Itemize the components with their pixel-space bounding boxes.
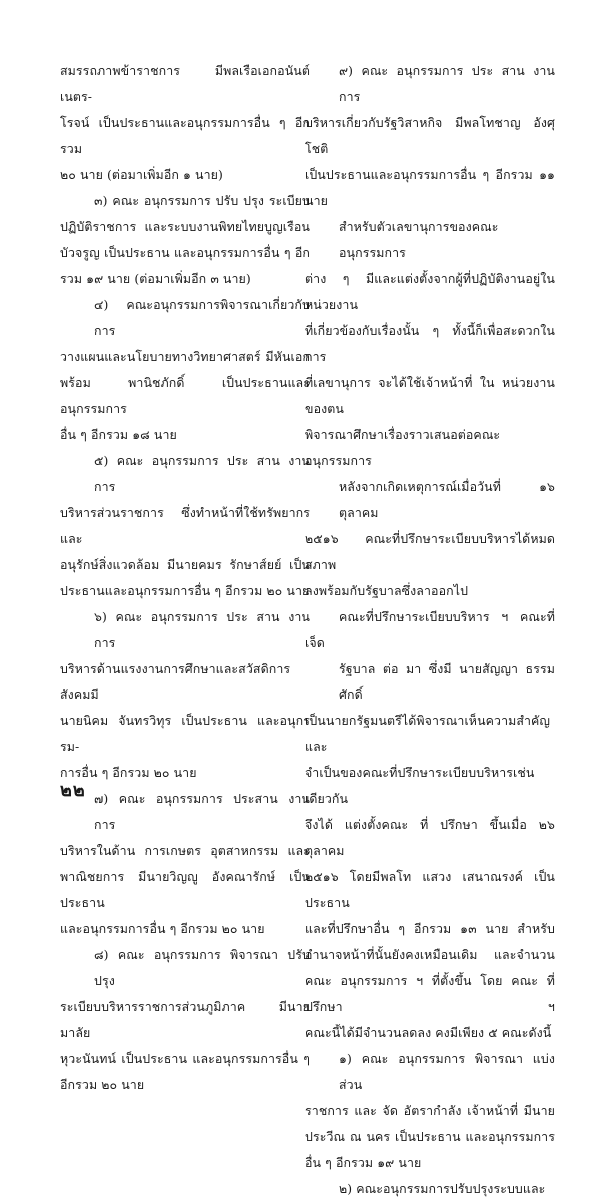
text-line: อีกรวม ๒๐ นาย	[60, 1077, 145, 1092]
text-line: พิจารณาศึกษาเรื่องราวเสนอต่อคณะอนุกรรมการ	[305, 427, 501, 468]
text-line: และที่ปรึกษาอื่น ๆ อีกรวม ๑๓ นาย สำหรับ	[305, 921, 555, 936]
text-line: ๙) คณะ อนุกรรมการ ประ สาน งาน การ	[339, 63, 555, 104]
text-line: ๓) คณะ อนุกรรมการ ปรับ ปรุง ระเบียบ	[94, 193, 310, 208]
text-line: นายนิคม จันทรวิทุร เป็นประธาน และอนุกรรม-	[60, 713, 310, 754]
text-line: ประวีณ ณ นคร เป็นประธาน และอนุกรรมการ	[305, 1129, 555, 1144]
text-line: ลงพร้อมกับรัฐบาลซึ่งลาออกไป	[305, 583, 469, 598]
text-line: ๑) คณะ อนุกรรมการ พิจารณา แบ่งส่วน	[339, 1051, 555, 1092]
text-line: ๒) คณะอนุกรรมการปรับปรุงระบบและ	[339, 1181, 546, 1196]
text-line: ระเบียบบริหารราชการส่วนภูมิภาค มีนายมาลัย	[60, 999, 310, 1040]
text-line: อื่น ๆ อีกรวม ๑๙ นาย	[305, 1155, 422, 1170]
text-line: ประธานและอนุกรรมการอื่น ๆ อีกรวม ๒๐ นาย	[60, 583, 310, 598]
text-line: ๔) คณะอนุกรรมการพิจารณาเกี่ยวกับการ	[94, 297, 310, 338]
text-line: อนุรักษ์สิ่งแวดล้อม มีนายคมร รักษาส์ยย์ เป็น	[60, 557, 310, 572]
text-line: หลังจากเกิดเหตุการณ์เมื่อวันที่ ๑๖ ตุลาคม	[339, 479, 555, 520]
right-text-column	[305, 58, 555, 1202]
text-line: อำนาจหน้าที่นั้นยังคงเหมือนเดิม และจำนวน	[305, 947, 555, 962]
text-line: พร้อม พานิชภักดิ์ เป็นประธานและอนุกรรมการ	[60, 375, 310, 416]
page-number: ๒๒	[60, 780, 86, 801]
text-line: พาณิชยการ มีนายวิญญู อังคณารักษ์ เป็นประธาน	[60, 869, 310, 910]
text-line: จำเป็นของคณะที่ปรึกษาระเบียบบริหารเช่นเดียวกัน	[305, 765, 535, 806]
text-line: ๒๕๑๖ โดยมีพลโท แสวง เสนาณรงค์ เป็นประธาน	[305, 869, 555, 910]
text-line: ๒๕๑๖ คณะที่ปรึกษาระเบียบบริหารได้หมดสภาพ	[305, 531, 555, 572]
text-line: ปฏิบัติราชการ และระบบงานพิทยไทยบูญเรือน	[60, 219, 310, 234]
text-line: บริหารเกี่ยวกับรัฐวิสาหกิจ มีพลโทชาญ อังศุโชติ	[305, 115, 555, 156]
text-line: ๒๐ นาย (ต่อมาเพิ่มอีก ๑ นาย)	[60, 167, 223, 182]
text-line: เป็นประธานและอนุกรรมการอื่น ๆ อีกรวม ๑๑ นาย	[305, 167, 555, 208]
text-line: และอนุกรรมการอื่น ๆ อีกรวม ๒๐ นาย	[60, 921, 265, 936]
section-heading: เจ็ด	[305, 635, 325, 650]
text-line: ราชการ และ จัด อัตรากำลัง เจ้าหน้าที่ มีนาย	[305, 1103, 555, 1118]
text-line: ๘) คณะ อนุกรรมการ พิจารณา ปรับ ปรุง	[94, 947, 310, 988]
text-line: รัฐบาล ต่อ มา ซึ่งมี นายสัญญา ธรรมศักดิ์	[339, 661, 555, 702]
text-line: บริหารด้านแรงงานการศึกษาและสวัสดิการสังคมมี	[60, 661, 291, 702]
text-line: ๗) คณะ อนุกรรมการ ประสาน งาน การ	[94, 791, 310, 832]
text-line: ๕) คณะ อนุกรรมการ ประ สาน งาน การ	[94, 453, 310, 494]
text-line: บริหารในด้าน การเกษตร อุตสาหกรรม และ	[60, 843, 310, 858]
text-line: บริหารส่วนราชการ ซึ่งทำหน้าที่ใช้ทรัพยากรและ	[60, 505, 310, 546]
text-line: ๖) คณะ อนุกรรมการ ประ สาน งาน การ	[94, 609, 310, 650]
text-line: คณะ อนุกรรมการ ฯ ที่ตั้งขึ้น โดย คณะ ที่ปรึกษา ฯ	[305, 973, 555, 1014]
text-line: สำหรับตัวเลขานุการของคณะอนุกรรมการ	[339, 219, 499, 260]
text-line: รวม ๑๙ นาย (ต่อมาเพิ่มอีก ๓ นาย)	[60, 271, 251, 286]
text-line: การอื่น ๆ อีกรวม ๒๐ นาย	[60, 765, 197, 780]
text-line: วางแผนและนโยบายทางวิทยาศาสตร์ มีหันเอก	[60, 349, 310, 364]
left-text-column	[60, 58, 310, 1098]
text-line: คณะนี้ได้มีจำนวนลดลง คงมีเพียง ๕ คณะดังนี้	[305, 1025, 552, 1040]
text-line: ต่าง ๆ มีและแต่งตั้งจากผู้ที่ปฏิบัติงานอยู่ในหน่วยงาน	[305, 271, 555, 312]
text-line: หุวะนันทน์ เป็นประธาน และอนุกรรมการอื่น ๆ	[60, 1051, 310, 1066]
text-line: เป็นนายกรัฐมนตรีได้พิจารณาเห็นความสำคัญและ	[305, 713, 551, 754]
section-heading: คณะที่ปรึกษาระเบียบบริหาร ฯ คณะที่	[339, 609, 555, 624]
text-line: ที่เกี่ยวข้องกับเรื่องนั้น ๆ ทั้งนี้ก็เพื่อสะดวกในการ	[305, 323, 555, 364]
text-line: จึงได้ แต่งตั้งคณะ ที่ ปรึกษา ขึ้นเมื่อ ๒๖ ตุลาคม	[305, 817, 555, 858]
text-line: อื่น ๆ อีกรวม ๑๘ นาย	[60, 427, 177, 442]
text-line: ที่เลขานุการ จะได้ใช้เจ้าหน้าที่ ใน หน่วยงาน ของตน	[305, 375, 555, 416]
text-line: สมรรถภาพข้าราชการ มีพลเรือเอกอนันต์ เนตร-	[60, 63, 310, 104]
text-line: บัวจรูญ เป็นประธาน และอนุกรรมการอื่น ๆ อีก	[60, 245, 310, 260]
text-line: โรจน์ เป็นประธานและอนุกรรมการอื่น ๆ อีกรวม	[60, 115, 310, 156]
